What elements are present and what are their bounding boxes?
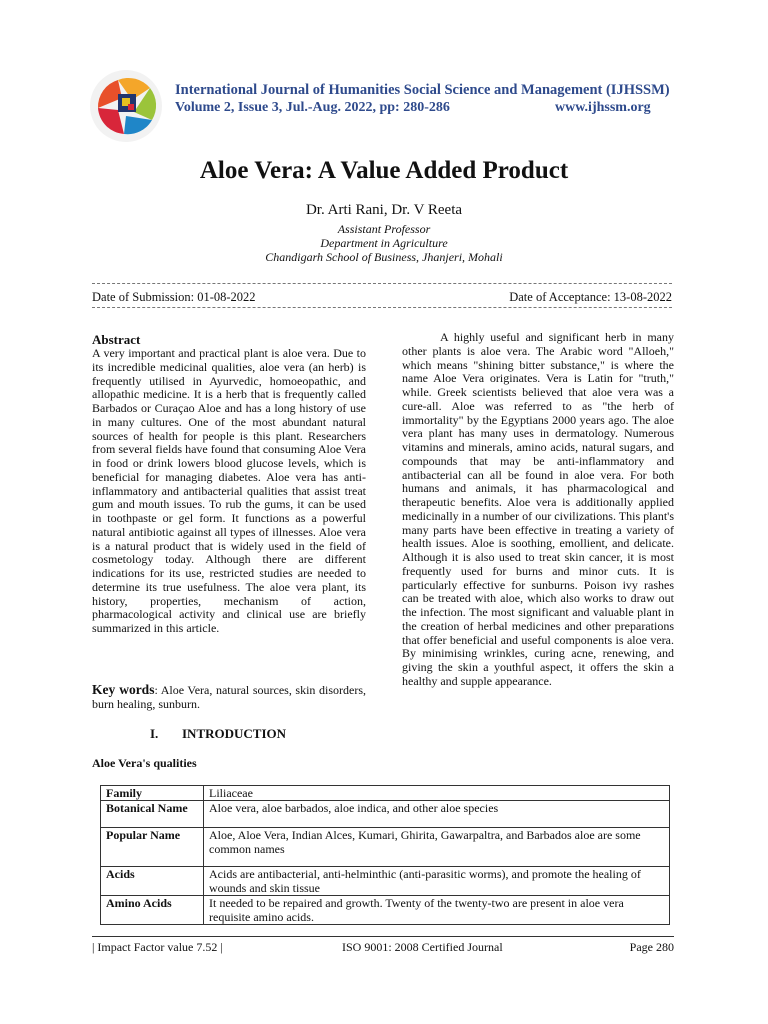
journal-url[interactable]: www.ijhssm.org <box>555 100 651 115</box>
divider-top <box>92 283 672 284</box>
table-value: Liliaceae <box>204 786 670 801</box>
section-title: INTRODUCTION <box>182 726 287 741</box>
abstract-heading: Abstract <box>92 332 141 347</box>
page-number: Page 280 <box>629 940 674 954</box>
introduction-paragraph: A highly useful and significant herb in many other plants is aloe vera. The Arabic word "Alloeh," which means "shining bitter substance," is where the name Aloe Vera originates. Vera is Latin for "truth," while. Greek scientists believed that aloe vera was a cure-all. Aloe was referred to as "the herb of immortality" by the Egyptians 2000 years ago. The aloe vera plant has many uses in dermatology. Numerous vitamins and minerals, amino acids, natural sugars, and compounds that may be anti-inflammatory and antibacterial can all be found in aloe vera. For both humans and animals, it has pharmacological and therapeutic benefits. Aloe vera is additionally applied medicinally in a number of our civilizations. This plant's many parts have been effective in treating a variety of health issues. Aloe is soothing, emollient, and delicate. Although it is also used to treat skin cancer, it is most frequently used for burns and minor cuts. It is particularly effective for sunburns. Poison ivy rashes can be treated with aloe, which also works to draw out the infection. The most significant and valuable plant in the creation of herbal medicines and other preparations that offer beneficial and useful components is aloe vera. By minimising wrinkles, curing acne, renewing, and giving the skin a youthful aspect, it offers the skin a healthy and supple appearance. <box>402 330 674 688</box>
introduction-heading <box>150 726 286 742</box>
table-value: Aloe, Aloe Vera, Indian Alces, Kumari, Ghirita, Gawarpaltra, and Barbados aloe are some common names <box>204 828 670 867</box>
acceptance-date: Date of Acceptance: 13-08-2022 <box>509 290 672 304</box>
table-row <box>101 896 670 925</box>
section-number: I. <box>150 726 159 741</box>
keywords <box>92 683 366 711</box>
authors: Dr. Arti Rani, Dr. V Reeta <box>305 202 463 218</box>
paper-title: Aloe Vera: A Value Added Product <box>199 157 569 184</box>
footer-rule <box>92 936 674 937</box>
table-key: Botanical Name <box>101 801 204 828</box>
author-position: Assistant Professor <box>337 222 431 236</box>
impact-factor: | Impact Factor value 7.52 | <box>92 940 223 954</box>
submission-date: Date of Submission: 01-08-2022 <box>92 290 256 304</box>
table-row <box>101 828 670 867</box>
table-key: Amino Acids <box>101 896 204 925</box>
abstract-text: A very important and practical plant is aloe vera. Due to its incredible medicinal qualities, aloe vera (an herb) is frequently utilised in Ayurvedic, homoeopathic, and allopathic medicine. It is a herb that is frequently called Barbados or Curaçao Aloe and has a long history of use in many cultures. One of the most abundant natural sources of health for people is this plant. Researchers from several fields have found that consuming Aloe Vera in food or drink lowers blood glucose levels, which is beneficial for managing diabetes. Aloe vera has anti-inflammatory and antibacterial qualities that assist treat gum and mouth issues. To rub the gums, it can be used in toothpaste or gel form. It functions as a powerful natural antibiotic against all types of illnesses. Aloe vera is a natural product that is widely used in the field of cosmetology today. Although there are different indications for its use, restricted studies are needed to determine its true usefulness. The aloe vera plant, its history, properties, mechanism of action, pharmacological activity and clinical use are briefly summarized in this article. <box>92 346 366 635</box>
journal-title: International Journal of Humanities Social Science and Management (IJHSSM) <box>175 82 670 98</box>
author-institution: Chandigarh School of Business, Jhanjeri, Mohali <box>265 250 503 264</box>
iso-certification: ISO 9001: 2008 Certified Journal <box>342 940 503 954</box>
journal-logo <box>88 68 164 144</box>
table-value: Aloe vera, aloe barbados, aloe indica, and other aloe species <box>204 801 670 828</box>
table-key: Popular Name <box>101 828 204 867</box>
divider-bottom <box>92 307 672 308</box>
table-key: Family <box>101 786 204 801</box>
table-row <box>101 801 670 828</box>
table-value: It needed to be repaired and growth. Twenty of the twenty-two are present in aloe vera requisite amino acids. <box>204 896 670 925</box>
keywords-text: : Aloe Vera, natural sources, skin disorders, burn healing, sunburn. <box>92 683 366 711</box>
journal-volume: Volume 2, Issue 3, Jul.-Aug. 2022, pp: 280-286 <box>175 100 450 115</box>
qualities-table <box>100 785 670 925</box>
author-department: Department in Agriculture <box>320 236 448 250</box>
qualities-heading: Aloe Vera's qualities <box>92 756 197 770</box>
keywords-label: Key words <box>92 682 155 697</box>
table-key: Acids <box>101 867 204 896</box>
table-row <box>101 786 670 801</box>
table-row <box>101 867 670 896</box>
table-value: Acids are antibacterial, anti-helminthic (anti-parasitic worms), and promote the healing of wounds and skin tissue <box>204 867 670 896</box>
